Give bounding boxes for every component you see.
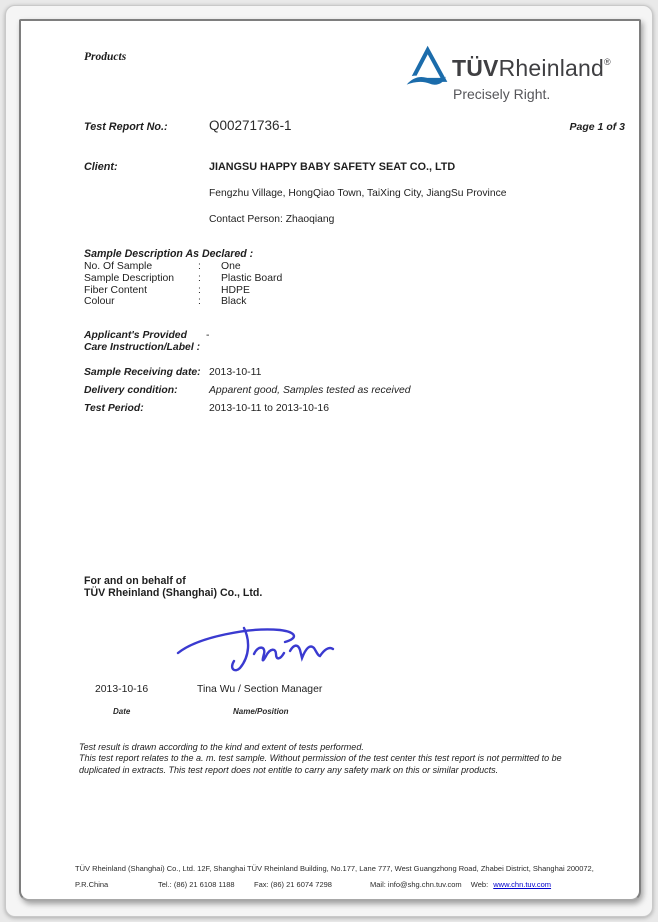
report-no-label: Test Report No.:: [84, 121, 168, 133]
client-label: Client:: [84, 161, 118, 173]
name-position-caption: Name/Position: [233, 707, 289, 716]
sample-row-label: Sample Description: [84, 273, 175, 284]
sample-row-label: No. Of Sample: [84, 261, 153, 272]
client-name: JIANGSU HAPPY BABY SAFETY SEAT CO., LTD: [209, 161, 456, 173]
test-period-label: Test Period:: [84, 403, 144, 414]
sample-row-value: Plastic Board: [221, 273, 283, 284]
delivery-condition-label: Delivery condition:: [84, 385, 178, 396]
care-instruction-value: -: [206, 330, 210, 341]
brand-wordmark: [452, 55, 611, 82]
disclaimer-text: [79, 742, 562, 776]
products-label: Products: [84, 51, 127, 63]
sample-row-colon: :: [198, 285, 201, 296]
behalf-line1: For and on behalf of: [84, 575, 186, 587]
sign-date-value: 2013-10-16: [95, 684, 149, 695]
test-period-value: 2013-10-11 to 2013-10-16: [209, 403, 329, 414]
page-indicator: Page 1 of 3: [569, 121, 625, 133]
sign-name-position-value: Tina Wu / Section Manager: [197, 684, 323, 695]
behalf-line2: TÜV Rheinland (Shanghai) Co., Ltd.: [84, 587, 263, 599]
footer-tel: Tel.: (86) 21 6108 1188: [158, 880, 235, 889]
report-no-value: Q00271736-1: [209, 118, 292, 133]
brand-tagline: Precisely Right.: [453, 86, 551, 102]
care-instruction-label-line1: Applicant's Provided: [84, 330, 187, 341]
client-contact-person: Contact Person: Zhaoqiang: [209, 214, 335, 225]
footer-country: P.R.China: [75, 880, 109, 889]
disclaimer-line2: This test report relates to the a. m. test sample. Without permission of the test center this test report is not permitted to be: [79, 753, 562, 764]
delivery-condition-value: Apparent good, Samples tested as received: [209, 385, 411, 396]
footer-mail-web: [370, 880, 551, 889]
footer-mail: Mail: info@shg.chn.tuv.com: [370, 880, 462, 889]
signature-image: [172, 620, 337, 678]
sample-row-colon: :: [198, 273, 201, 284]
sample-row-label: Colour: [84, 296, 115, 307]
sample-receiving-date-label: Sample Receiving date:: [84, 367, 201, 378]
sample-row-value: One: [221, 261, 241, 272]
tuv-logo-icon: [406, 44, 448, 90]
brand-rheinland: Rheinland: [498, 55, 604, 81]
registered-mark: ®: [604, 57, 611, 67]
sample-row-colon: :: [198, 261, 201, 272]
sample-row-colon: :: [198, 296, 201, 307]
footer-web-label: Web:: [470, 880, 489, 889]
sample-description-heading: Sample Description As Declared :: [84, 248, 254, 260]
care-instruction-label-line2: Care Instruction/Label :: [84, 342, 201, 353]
sample-row-value: Black: [221, 296, 247, 307]
sample-row-label: Fiber Content: [84, 285, 147, 296]
brand-tuv: TÜV: [452, 55, 499, 81]
sample-row-value: HDPE: [221, 285, 250, 296]
footer-web-link[interactable]: www.chn.tuv.com: [493, 880, 552, 889]
client-address: Fengzhu Village, HongQiao Town, TaiXing City, JiangSu Province: [209, 188, 507, 199]
date-caption: Date: [113, 707, 131, 716]
footer-address-line: TÜV Rheinland (Shanghai) Co., Ltd. 12F, Shanghai TÜV Rheinland Building, No.177, Lane 777, West Guangzhong Road, Zhabei District, Shanghai 200072,: [75, 864, 594, 873]
footer-fax: Fax: (86) 21 6074 7298: [254, 880, 332, 889]
disclaimer-line1: Test result is drawn according to the kind and extent of tests performed.: [79, 742, 364, 752]
disclaimer-line3: duplicated in extracts. This test report does not entitle to carry any safety mark on this or similar products.: [79, 764, 499, 775]
sample-receiving-date-value: 2013-10-11: [209, 367, 262, 378]
